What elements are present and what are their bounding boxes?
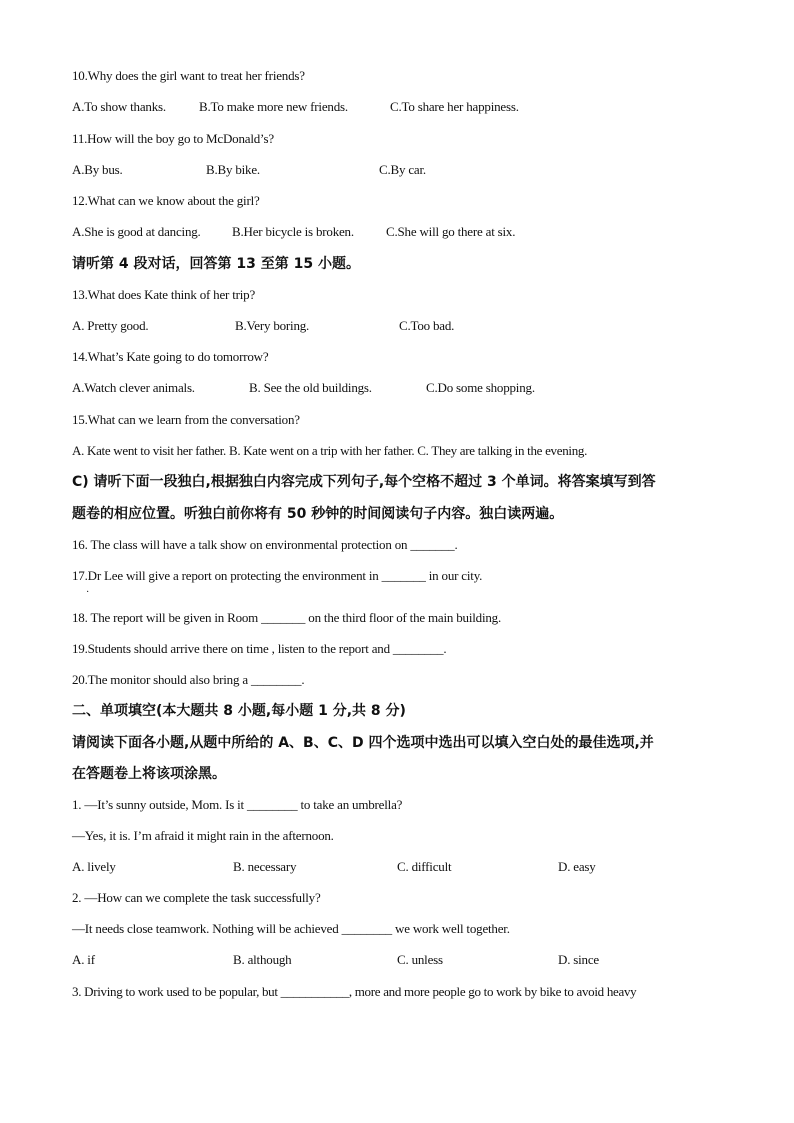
option-a: A. lively	[72, 859, 116, 874]
section-4-instruction: 请听第 4 段对话，回答第 13 至第 15 小题。	[72, 256, 360, 272]
option-b: B.Very boring.	[235, 318, 310, 333]
part-c-instruction-line-1: C) 请听下面一段独白,根据独白内容完成下列句子,每个空格不超过 3 个单词。将答案填写到答	[72, 474, 656, 490]
option-a: A. if	[72, 952, 95, 967]
part-c-instruction-line-2: 题卷的相应位置。听独白前你将有 50 秒钟的时间阅读句子内容。独白读两遍。	[72, 506, 564, 522]
mc-question-2: 2. —How can we complete the task successfully?	[72, 890, 321, 905]
question-13: 13.What does Kate think of her trip?	[72, 287, 256, 302]
option-c: C.To share her happiness.	[390, 99, 519, 114]
blank-question-19: 19.Students should arrive there on time , listen to the report and ________.	[72, 641, 447, 656]
option-c: C. unless	[397, 952, 443, 967]
option-a: A.To show thanks.	[72, 99, 166, 114]
section-2-instruction-line-2: 在答题卷上将该项涂黑。	[72, 766, 226, 782]
option-c: C.Do some shopping.	[426, 380, 535, 395]
mc-question-1-answer-line: —Yes, it is. I’m afraid it might rain in the afternoon.	[72, 828, 334, 843]
blank-question-18: 18. The report will be given in Room _______ on the third floor of the main building.	[72, 610, 502, 625]
option-d: D. since	[558, 952, 599, 967]
section-2-title: 二、单项填空(本大题共 8 小题,每小题 1 分,共 8 分)	[72, 703, 406, 719]
mc-question-3: 3. Driving to work used to be popular, but ___________, more and more people go to work by bike to avoid heavy	[72, 984, 637, 999]
question-15: 15.What can we learn from the conversation?	[72, 412, 300, 427]
stray-dot: ·	[86, 587, 90, 598]
question-11: 11.How will the boy go to McDonald’s?	[72, 131, 274, 146]
option-c: C.Too bad.	[399, 318, 455, 333]
option-b: B. See the old buildings.	[249, 380, 372, 395]
option-a: A.She is good at dancing.	[72, 224, 201, 239]
mc-question-2-answer-line: —It needs close teamwork. Nothing will be achieved ________ we work well together.	[72, 921, 510, 936]
option-a: A.By bus.	[72, 162, 123, 177]
option-b: B.Her bicycle is broken.	[232, 224, 354, 239]
option-a: A. Pretty good.	[72, 318, 149, 333]
option-a: A.Watch clever animals.	[72, 380, 195, 395]
option-b: B.By bike.	[206, 162, 260, 177]
question-14: 14.What’s Kate going to do tomorrow?	[72, 349, 269, 364]
option-c: C.By car.	[379, 162, 426, 177]
option-b: B. although	[233, 952, 292, 967]
blank-question-17: 17.Dr Lee will give a report on protecting the environment in _______ in our city.	[72, 568, 483, 583]
option-c: C. difficult	[397, 859, 452, 874]
option-b: B.To make more new friends.	[199, 99, 348, 114]
option-d: D. easy	[558, 859, 596, 874]
option-b: B. necessary	[233, 859, 297, 874]
section-2-instruction-line-1: 请阅读下面各小题,从题中所给的 A、B、C、D 四个选项中选出可以填入空白处的最佳选项,并	[72, 735, 654, 751]
question-12: 12.What can we know about the girl?	[72, 193, 260, 208]
option-c: C.She will go there at six.	[386, 224, 516, 239]
question-10: 10.Why does the girl want to treat her friends?	[72, 68, 305, 83]
blank-question-16: 16. The class will have a talk show on environmental protection on _______.	[72, 537, 458, 552]
blank-question-20: 20.The monitor should also bring a ________.	[72, 672, 305, 687]
question-15-options: A. Kate went to visit her father. B. Kate went on a trip with her father. C. They are talking in the evening.	[72, 443, 588, 458]
mc-question-1: 1. —It’s sunny outside, Mom. Is it ________ to take an umbrella?	[72, 797, 403, 812]
